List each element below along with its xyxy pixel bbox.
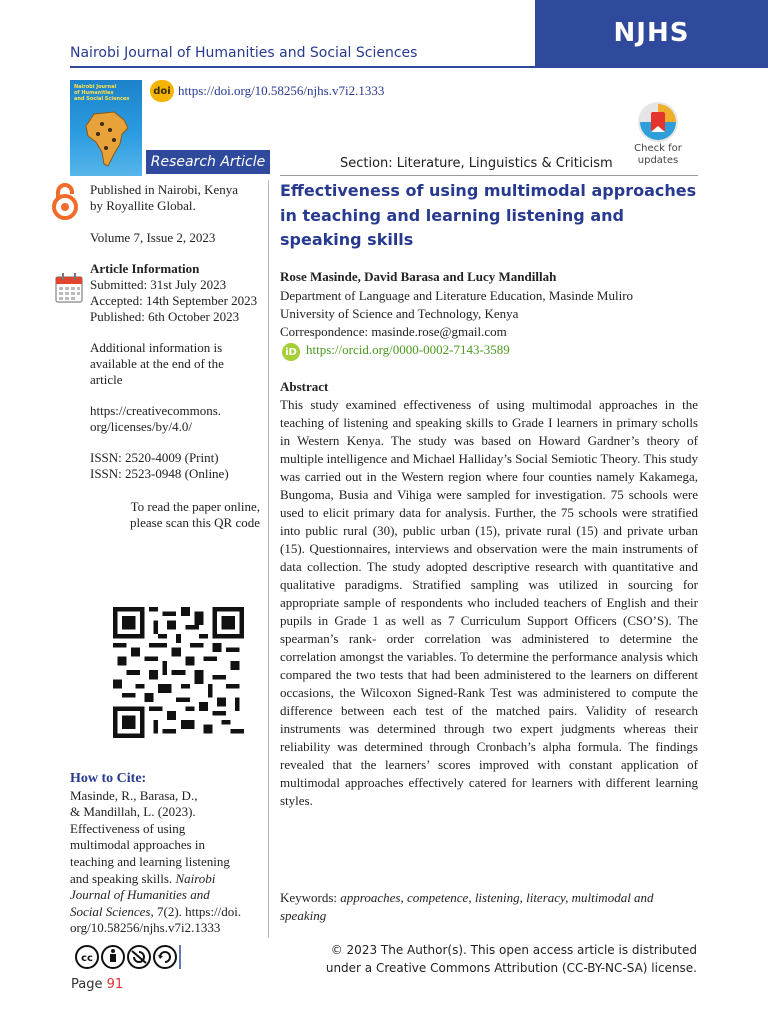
license-line: © 2023 The Author(s). This open access article is distributed [330, 943, 697, 957]
publication-info [90, 182, 238, 214]
article-info-heading: Article Information [90, 261, 200, 276]
check-for-updates-label[interactable] [624, 143, 692, 167]
how-to-cite-heading: How to Cite: [70, 771, 147, 786]
citation-line: teaching and learning listening [70, 853, 230, 869]
page-indicator [71, 977, 123, 992]
issn-print: ISSN: 2520-4009 (Print) [90, 450, 219, 465]
citation-journal: Journal of Humanities and [70, 887, 210, 903]
doi-link[interactable]: https://doi.org/10.58256/njhs.v7i2.1333 [178, 83, 385, 98]
author-list: Rose Masinde, David Barasa and Lucy Mandillah [280, 269, 557, 284]
open-access-icon [50, 182, 80, 220]
page-label: Page [71, 977, 103, 992]
qr-code-image[interactable] [108, 607, 249, 738]
section-label: Section: Literature, Linguistics & Criticism [340, 156, 613, 171]
citation-doi[interactable]: org/10.58256/njhs.v7i2.1333 [70, 920, 221, 936]
citation-volume: , 7(2). https://doi. [150, 903, 242, 919]
cover-title-line: of Humanities [74, 90, 114, 96]
qr-instruction [92, 499, 260, 531]
article-title: Effectiveness of using multimodal approaches in teaching and learning listening and speaking skills [280, 181, 697, 249]
volume-issue: Volume 7, Issue 2, 2023 [90, 230, 216, 245]
affiliation-line: University of Science and Technology, Kenya [280, 306, 519, 321]
accepted-date: Accepted: 14th September 2023 [90, 293, 258, 308]
page-number: 91 [106, 977, 124, 992]
citation-line: & Mandillah, L. (2023). [70, 804, 196, 820]
citation-line: and speaking skills. [70, 870, 173, 886]
citation-line: Masinde, R., Barasa, D., [70, 787, 198, 803]
citation-journal: Nairobi [175, 870, 216, 886]
cover-title-line: and Social Sciences [74, 96, 130, 102]
column-divider [268, 180, 269, 938]
publication-line: by Royallite Global. [90, 198, 196, 213]
issn-block [90, 450, 229, 482]
doi-icon: doi [150, 80, 174, 102]
submitted-date: Submitted: 31st July 2023 [90, 277, 227, 292]
orcid-link[interactable]: https://orcid.org/0000-0002-7143-3589 [306, 342, 510, 357]
calendar-icon [54, 272, 84, 304]
check-for-updates-text: Check for [634, 143, 682, 154]
qr-instruction-line: please scan this QR code [130, 515, 260, 530]
publication-line: Published in Nairobi, Kenya [90, 182, 239, 197]
additional-info-note [90, 340, 224, 388]
journal-name: Nairobi Journal of Humanities and Social Sciences [70, 45, 418, 61]
additional-info-line: Additional information is [90, 340, 223, 355]
how-to-cite [70, 771, 265, 937]
keywords [280, 889, 698, 925]
section-divider [280, 175, 698, 176]
header-divider [70, 66, 768, 68]
cover-title-line: Nairobi Journal [74, 84, 117, 90]
additional-info-line: article [90, 372, 123, 387]
abstract-heading: Abstract [280, 379, 329, 394]
additional-info-line: available at the end of the [90, 356, 224, 371]
license-url-line[interactable]: https://creativecommons. [90, 403, 222, 418]
abstract-body: This study examined effectiveness of using multimodal approaches in the teaching of listening and speaking skills to Grade I learners in primary scholls in Western Kenya. The study was based on Howard Gardner’s theory of multiple intelligence and Michael Halliday’s Social Semiotic Theory. This study was carried out in the Western region where four counties namely Kakamega, Bungoma, Busia and Vihiga were sampled for investigation. 75 schools were used to elicit primary data for analysis. Further, the 75 schools were stratified into public rural (30), public urban (15), private rural (15) and private urban (15). Questionnaires, interviews and observation were the main instruments of data collection. The study adopted descriptive research with quantitative and qualitative paradigms. Stratified sampling was utilized in sourcing for appropriate sample of respondents who included teachers of English and their pupils in Grade 1 as well as 7 Curriculum Support Officers (CSO’S). The spearman’s rank- order correlation was administered to determine the correlation amongst the variables. To determine the performance analysis which compared the two tests that had been administered to the learners on different occasions, the Wilcoxon Signed-Rank Test was administered to compute the difference between each test of the matched pairs. Validity of research instruments was determined through two expert judgments whereas their reliability was determined through Cronbach’s alpha formula. The findings revealed that the learners’ scores improved with constant application of multimodal approaches effectively catered for learners with different learning styles. [280, 397, 698, 808]
affiliation-line: Department of Language and Literature Education, Masinde Muliro [280, 288, 634, 303]
keywords-list: approaches, competence, listening, literacy, multimodal and speaking [280, 890, 654, 923]
svg-text:cc: cc [81, 953, 93, 964]
citation-journal: Social Sciences [70, 903, 151, 919]
article-type-label: Research Article [146, 150, 270, 174]
citation-line: Effectiveness of using [70, 820, 186, 836]
citation-line: multimodal approaches in [70, 837, 206, 853]
orcid-icon: iD [282, 343, 300, 361]
license-line: under a Creative Commons Attribution (CC-BY-NC-SA) license. [325, 961, 697, 975]
qr-instruction-line: To read the paper online, [130, 499, 260, 514]
affiliation [280, 287, 698, 341]
africa-map-icon [84, 110, 130, 168]
journal-badge: NJHS [535, 0, 768, 66]
license-url-line[interactable]: org/licenses/by/4.0/ [90, 419, 192, 434]
correspondence-email[interactable]: Correspondence: masinde.rose@gmail.com [280, 324, 507, 339]
article-information [90, 261, 257, 325]
published-date: Published: 6th October 2023 [90, 309, 240, 324]
license-url[interactable] [90, 403, 221, 435]
issn-online: ISSN: 2523-0948 (Online) [90, 466, 229, 481]
keywords-label: Keywords: [280, 890, 338, 905]
creative-commons-badge-icon[interactable] [74, 943, 182, 971]
license-statement [300, 941, 697, 977]
journal-cover-image [70, 80, 142, 176]
check-for-updates-text: updates [637, 155, 679, 166]
